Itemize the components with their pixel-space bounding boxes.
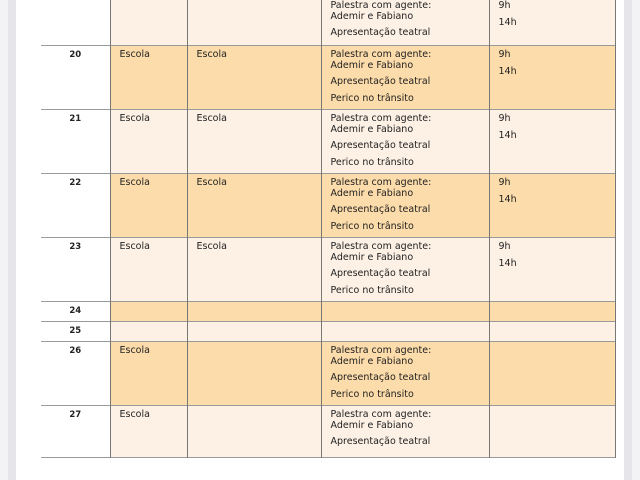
time-cell [489,0,615,45]
schedule-body [41,0,615,457]
time-cell [489,321,615,341]
time-cell [489,237,615,301]
activity-cell [321,237,489,301]
time-value: 9h [498,240,511,252]
time-cell [489,341,615,405]
time-value: 9h [498,176,511,188]
location-cell: Escola [110,173,187,237]
time-value: 14h [498,65,517,77]
activity-cell [321,405,489,457]
activity-cell [321,0,489,45]
venue-cell [187,405,321,457]
activity-line: Perico no trânsito [330,284,414,296]
activity-line: Palestra com agente: [330,408,432,420]
time-value: 14h [498,257,517,269]
time-value: 14h [498,129,517,141]
activity-line: Apresentação teatral [330,75,431,87]
day-number-cell [41,0,110,45]
table-row [41,0,615,45]
activity-line: Palestra com agente: [330,344,432,356]
table-row [41,109,615,173]
activity-line: Ademir e Fabiano [330,11,414,22]
page-right-margin [624,0,632,480]
time-cell [489,301,615,321]
time-cell [489,173,615,237]
day-number-cell: 22 [41,173,110,237]
activity-cell [321,321,489,341]
table-row [41,237,615,301]
venue-cell: Escola [187,237,321,301]
activity-line: Perico no trânsito [330,92,414,104]
day-number-cell: 25 [41,321,110,341]
activity-line: Ademir e Fabiano [330,187,414,199]
location-cell [110,301,187,321]
day-number-cell: 21 [41,109,110,173]
activity-cell [321,109,489,173]
location-cell: Escola [110,109,187,173]
activity-line: Palestra com agente: [330,0,432,11]
venue-cell [187,321,321,341]
day-number-cell: 20 [41,45,110,109]
day-number-cell: 23 [41,237,110,301]
table-row [41,45,615,109]
activity-cell [321,301,489,321]
activity-line: Palestra com agente: [330,112,432,124]
day-number-cell: 24 [41,301,110,321]
time-cell [489,45,615,109]
activity-line: Perico no trânsito [330,220,414,232]
activity-line: Apresentação teatral [330,267,431,279]
venue-cell [187,0,321,45]
activity-line: Apresentação teatral [330,27,431,38]
document-page [8,0,632,480]
activity-line: Ademir e Fabiano [330,355,414,367]
venue-cell [187,301,321,321]
venue-cell: Escola [187,173,321,237]
activity-cell [321,341,489,405]
day-number-cell: 27 [41,405,110,457]
time-value: 14h [498,193,517,205]
time-value: 14h [498,17,517,28]
table-row [41,321,615,341]
time-value: 9h [498,48,511,60]
location-cell: Escola [110,405,187,457]
time-value: 9h [498,112,511,124]
activity-line: Apresentação teatral [330,139,431,151]
venue-cell [187,341,321,405]
activity-line: Palestra com agente: [330,176,432,188]
activity-line: Perico no trânsito [330,156,414,168]
location-cell: Escola [110,45,187,109]
location-cell [110,321,187,341]
schedule-table [41,0,616,458]
activity-line: Ademir e Fabiano [330,123,414,135]
activity-line: Apresentação teatral [330,371,431,383]
table-row [41,405,615,457]
venue-cell: Escola [187,45,321,109]
time-cell [489,405,615,457]
activity-cell [321,45,489,109]
location-cell: Escola [110,341,187,405]
day-number-cell: 26 [41,341,110,405]
activity-line: Apresentação teatral [330,435,431,447]
activity-line: Ademir e Fabiano [330,419,414,431]
location-cell: Escola [110,237,187,301]
activity-cell [321,173,489,237]
activity-line: Palestra com agente: [330,240,432,252]
table-row [41,341,615,405]
activity-line: Ademir e Fabiano [330,251,414,263]
table-row [41,173,615,237]
activity-line: Ademir e Fabiano [330,59,414,71]
venue-cell: Escola [187,109,321,173]
location-cell [110,0,187,45]
time-value: 9h [498,0,511,11]
page-left-margin [8,0,16,480]
time-cell [489,109,615,173]
activity-line: Apresentação teatral [330,203,431,215]
activity-line: Perico no trânsito [330,388,414,400]
activity-line: Palestra com agente: [330,48,432,60]
table-row [41,301,615,321]
